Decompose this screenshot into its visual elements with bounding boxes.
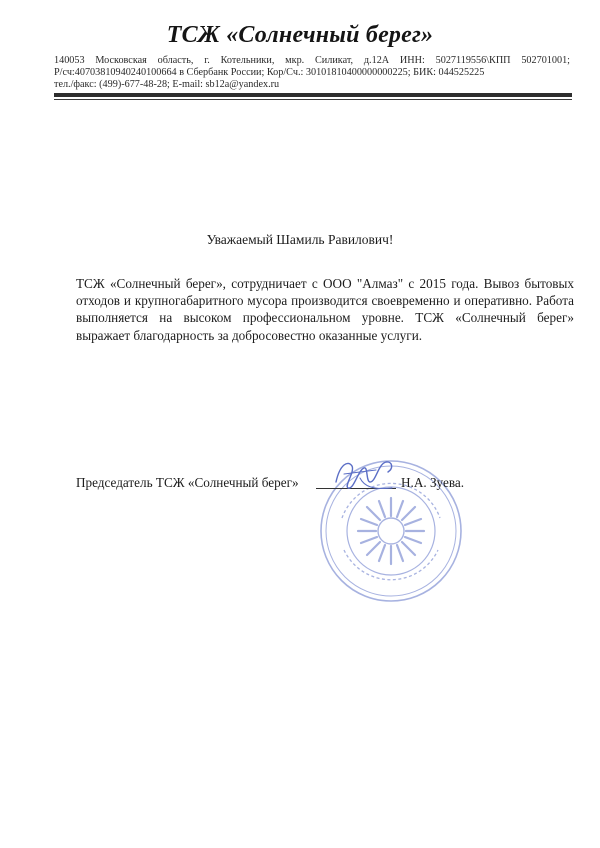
header-divider-thin (54, 99, 572, 100)
letter-body: ТСЖ «Солнечный берег», сотрудничает с ООО "Алмаз" с 2015 года. Вывоз бытовых отходов и крупногабаритного мусора производится своевременно и оперативно. Работа выполняется на высоком профессиональном уровне. ТСЖ «Солнечный берег» выражает благодарность за добросовестно оказанные услуги. (76, 276, 574, 343)
requisites-address-line: 140053 Московская область, г. Котельники, мкр. Силикат, д.12А ИНН: 5027119556\КПП 502701001; (54, 55, 570, 66)
salutation: Уважаемый Шамиль Равилович! (206, 232, 394, 247)
signer-name: Н.А. Зуева. (401, 475, 465, 490)
handwritten-signature (330, 452, 400, 500)
signer-position: Председатель ТСЖ «Солнечный берег» (76, 475, 299, 490)
organization-title: ТСЖ «Солнечный берег» (166, 22, 434, 48)
requisites-contact-line: тел./факс: (499)-677-48-28; E-mail: sb12a@yandex.ru (54, 79, 280, 90)
header-divider-thick (54, 93, 572, 97)
requisites-bank-line: Р/сч:40703810940240100664 в Сбербанк России; Кор/Сч.: 30101810400000000225; БИК: 044525225 (54, 67, 485, 78)
